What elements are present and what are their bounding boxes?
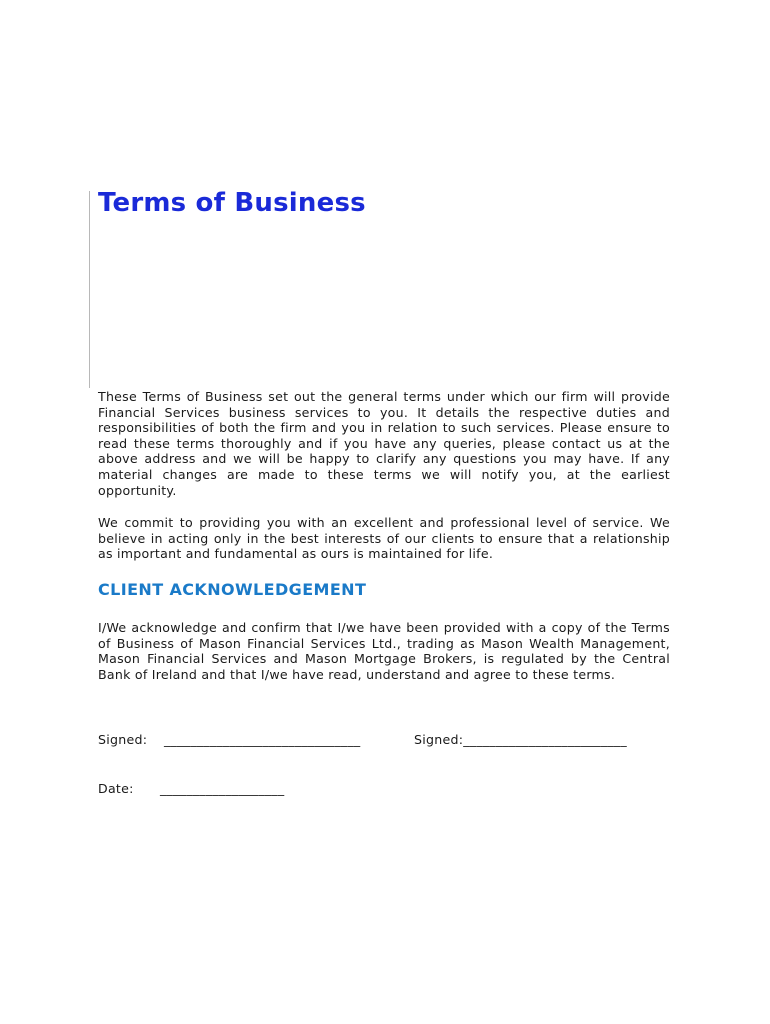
commitment-paragraph: We commit to providing you with an excellent and professional level of service. We believe in acting only in the best interests of our clients to ensure that a relationship as important and fundamental as ours is maintained for life.	[98, 515, 670, 562]
signed-label-1: Signed:	[98, 732, 148, 747]
intro-paragraph: These Terms of Business set out the general terms under which our firm will provide Financial Services business services to you. It details the respective duties and responsibilities of both the firm and you in relation to such services. Please ensure to read these terms thoroughly and if you have any queries, please contact us at the above address and we will be happy to clarify any questions you may have. If any material changes are made to these terms we will notify you, at the earliest opportunity.	[98, 389, 670, 498]
signature-line-2[interactable]: _________________________	[463, 732, 627, 747]
client-acknowledgement-heading: CLIENT ACKNOWLEDGEMENT	[98, 580, 367, 599]
date-line[interactable]: ___________________	[160, 781, 285, 796]
signature-row	[98, 732, 627, 747]
date-row	[98, 781, 284, 796]
signed-label-2: Signed:	[414, 732, 464, 747]
signature-line-1[interactable]: ______________________________	[164, 732, 361, 747]
acknowledgement-paragraph: I/We acknowledge and confirm that I/we have been provided with a copy of the Terms of Business of Mason Financial Services Ltd., trading as Mason Wealth Management, Mason Financial Services and Mason Mortgage Brokers, is regulated by the Central Bank of Ireland and that I/we have read, understand and agree to these terms.	[98, 620, 670, 682]
date-label: Date:	[98, 781, 134, 796]
title-vertical-rule	[89, 191, 90, 388]
page-title: Terms of Business	[98, 188, 366, 218]
